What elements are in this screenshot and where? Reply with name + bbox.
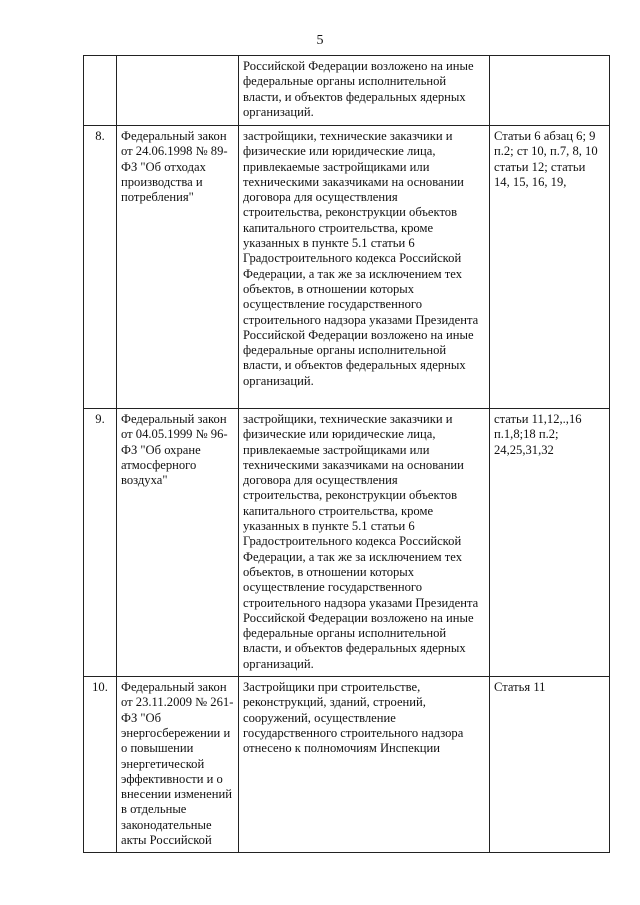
row-number-cell <box>84 409 117 677</box>
law-cell <box>117 56 239 126</box>
row-number: 9. <box>95 412 105 426</box>
articles-cell <box>490 56 610 126</box>
law-text: Федеральный закон от 24.06.1998 № 89- ФЗ "Об отходах производства и потребления" <box>121 129 228 205</box>
articles-text: Статья 11 <box>494 680 546 695</box>
table-row <box>84 409 610 677</box>
subjects-text: Застройщики при строительстве, реконструкций, зданий, строений, сооружений, осуществление государственного строительного надзора отнесено к полномочиям Инспекции <box>243 680 464 756</box>
articles-cell <box>490 409 610 677</box>
subjects-cell <box>239 126 490 409</box>
articles-cell <box>490 677 610 853</box>
subjects-text: застройщики, технические заказчики и физические или юридические лица, привлекаемые застройщиками или техническими заказчиками на основании договора для осуществления строительства, реконструкции объектов капитального строительства, кроме указанных в пункте 5.1 статьи 6 Градостроительного кодекса Российской Федерации, а так же за исключением тех объектов, в отношении которых осуществление государственного строительного надзора указами Президента Российской Федерации возложено на иные федеральные органы исполнительной власти, и объектов федеральных ядерных организаций. <box>243 129 479 388</box>
subjects-text: застройщики, технические заказчики и физические или юридические лица, привлекаемые застройщиками или техническими заказчиками на основании договора для осуществления строительства, реконструкции объектов капитального строительства, кроме указанных в пункте 5.1 статьи 6 Градостроительного кодекса Российской Федерации, а так же за исключением тех объектов, в отношении которых осуществление государственного строительного надзора указами Президента Российской Федерации возложено на иные федеральные органы исполнительной власти, и объектов федеральных ядерных организаций. <box>243 412 479 671</box>
row-number-cell <box>84 677 117 853</box>
subjects-cell <box>239 677 490 853</box>
law-text: Федеральный закон от 04.05.1999 № 96- ФЗ "Об охране атмосферного воздуха" <box>121 412 228 488</box>
subjects-cell <box>239 409 490 677</box>
subjects-text: Российской Федерации возложено на иные федеральные органы исполнительной власти, и объектов федеральных ядерных организаций. <box>243 59 474 119</box>
articles-text: Статьи 6 абзац 6; 9 п.2; ст 10, п.7, 8, 10 статьи 12; статьи 14, 15, 16, 19, <box>494 129 598 189</box>
regulations-table <box>83 55 610 853</box>
row-number: 8. <box>95 129 105 143</box>
row-number-cell <box>84 56 117 126</box>
subjects-cell <box>239 56 490 126</box>
articles-text: статьи 11,12,.,16 п.1,8;18 п.2; 24,25,31,32 <box>494 412 582 457</box>
table-row <box>84 56 610 126</box>
row-number: 10. <box>92 680 108 695</box>
articles-cell <box>490 126 610 409</box>
row-number-cell <box>84 126 117 409</box>
table-row <box>84 126 610 409</box>
law-text: Федеральный закон от 23.11.2009 № 261- ФЗ "Об энергосбережении и о повышении энергетической эффективности и о внесении изменений в отдельные законодательные акты Российской <box>121 680 234 848</box>
page-number: 5 <box>316 33 324 48</box>
law-cell <box>117 677 239 853</box>
table-row <box>84 677 610 853</box>
law-cell <box>117 409 239 677</box>
law-cell <box>117 126 239 409</box>
